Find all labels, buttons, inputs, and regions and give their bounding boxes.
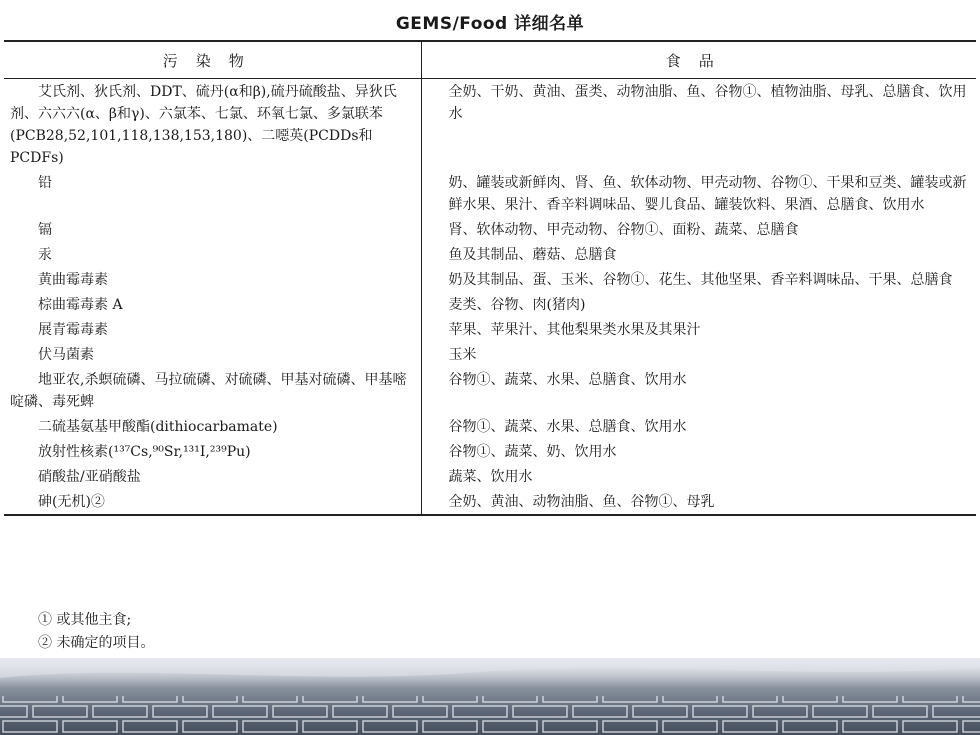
- pollutant-cell: 汞: [4, 242, 421, 267]
- table-row: [4, 414, 976, 439]
- table-row: [4, 242, 976, 267]
- pollutant-cell: 二硫基氨基甲酸酯(dithiocarbamate): [4, 414, 421, 439]
- pollutant-cell: 砷(无机)②: [4, 489, 421, 515]
- table-row: [4, 79, 976, 171]
- table-row: [4, 317, 976, 342]
- decorative-brick-footer: [0, 658, 980, 735]
- foods-cell: 麦类、谷物、肉(猪肉): [448, 297, 586, 313]
- header-pollutant: 污染物: [4, 41, 421, 79]
- foods-cell: 谷物①、蔬菜、奶、饮用水: [448, 444, 617, 460]
- foods-cell: 全奶、干奶、黄油、蛋类、动物油脂、鱼、谷物①、植物油脂、母乳、总膳食、饮用水: [448, 84, 967, 122]
- foods-cell: 谷物①、蔬菜、水果、总膳食、饮用水: [448, 372, 687, 388]
- table-row: [4, 170, 976, 217]
- footnote-1: ① 或其他主食;: [38, 612, 132, 628]
- table-row: [4, 489, 976, 515]
- footnote-2: ② 未确定的项目。: [38, 635, 155, 651]
- pollutant-cell: 镉: [4, 217, 421, 242]
- foods-cell: 鱼及其制品、蘑菇、总膳食: [448, 247, 617, 263]
- table-title: GEMS/Food 详细名单: [395, 14, 585, 34]
- foods-cell: 奶及其制品、蛋、玉米、谷物①、花生、其他坚果、香辛料调味品、干果、总膳食: [448, 272, 953, 288]
- foods-cell: 玉米: [448, 347, 477, 363]
- pollutant-cell: 展青霉毒素: [4, 317, 421, 342]
- brick-pattern-image: [0, 658, 980, 735]
- table-row: [4, 439, 976, 464]
- table-header-row: [4, 41, 976, 79]
- pollutant-cell: 艾氏剂、狄氏剂、DDT、硫丹(α和β),硫丹硫酸盐、异狄氏剂、六六六(α、β和γ)、六氯苯、七氯、环氧七氯、多氯联苯(PCB28,52,101,118,138,153,180)、二噁英(PCDDs和PCDFs): [4, 79, 421, 171]
- table-row: [4, 267, 976, 292]
- table-row: [4, 367, 976, 414]
- pollutant-cell: 地亚农,杀螟硫磷、马拉硫磷、对硫磷、甲基对硫磷、甲基嘧啶磷、毒死蜱: [4, 367, 421, 414]
- foods-cell: 肾、软体动物、甲壳动物、谷物①、面粉、蔬菜、总膳食: [448, 222, 799, 238]
- header-foods: 食品: [421, 41, 976, 79]
- footnotes: [30, 609, 154, 655]
- foods-cell: 蔬菜、饮用水: [448, 469, 533, 485]
- pollutant-cell: 黄曲霉毒素: [4, 267, 421, 292]
- table-row: [4, 217, 976, 242]
- foods-cell: 苹果、苹果汁、其他梨果类水果及其果汁: [448, 322, 701, 338]
- foods-cell: 谷物①、蔬菜、水果、总膳食、饮用水: [448, 419, 687, 435]
- pollutant-cell: 铅: [4, 170, 421, 217]
- gems-food-table: [4, 40, 976, 516]
- foods-cell: 奶、罐装或新鲜肉、肾、鱼、软体动物、甲壳动物、谷物①、干果和豆类、罐装或新鲜水果、果汁、香辛料调味品、婴儿食品、罐装饮料、果酒、总膳食、饮用水: [448, 175, 967, 213]
- table-row: [4, 342, 976, 367]
- table-row: [4, 464, 976, 489]
- pollutant-cell: 棕曲霉毒素 A: [4, 292, 421, 317]
- pollutant-cell: 硝酸盐/亚硝酸盐: [4, 464, 421, 489]
- pollutant-cell: 伏马菌素: [4, 342, 421, 367]
- pollutant-cell: 放射性核素(¹³⁷Cs,⁹⁰Sr,¹³¹I,²³⁹Pu): [4, 439, 421, 464]
- foods-cell: 全奶、黄油、动物油脂、鱼、谷物①、母乳: [421, 489, 976, 515]
- table-row: [4, 292, 976, 317]
